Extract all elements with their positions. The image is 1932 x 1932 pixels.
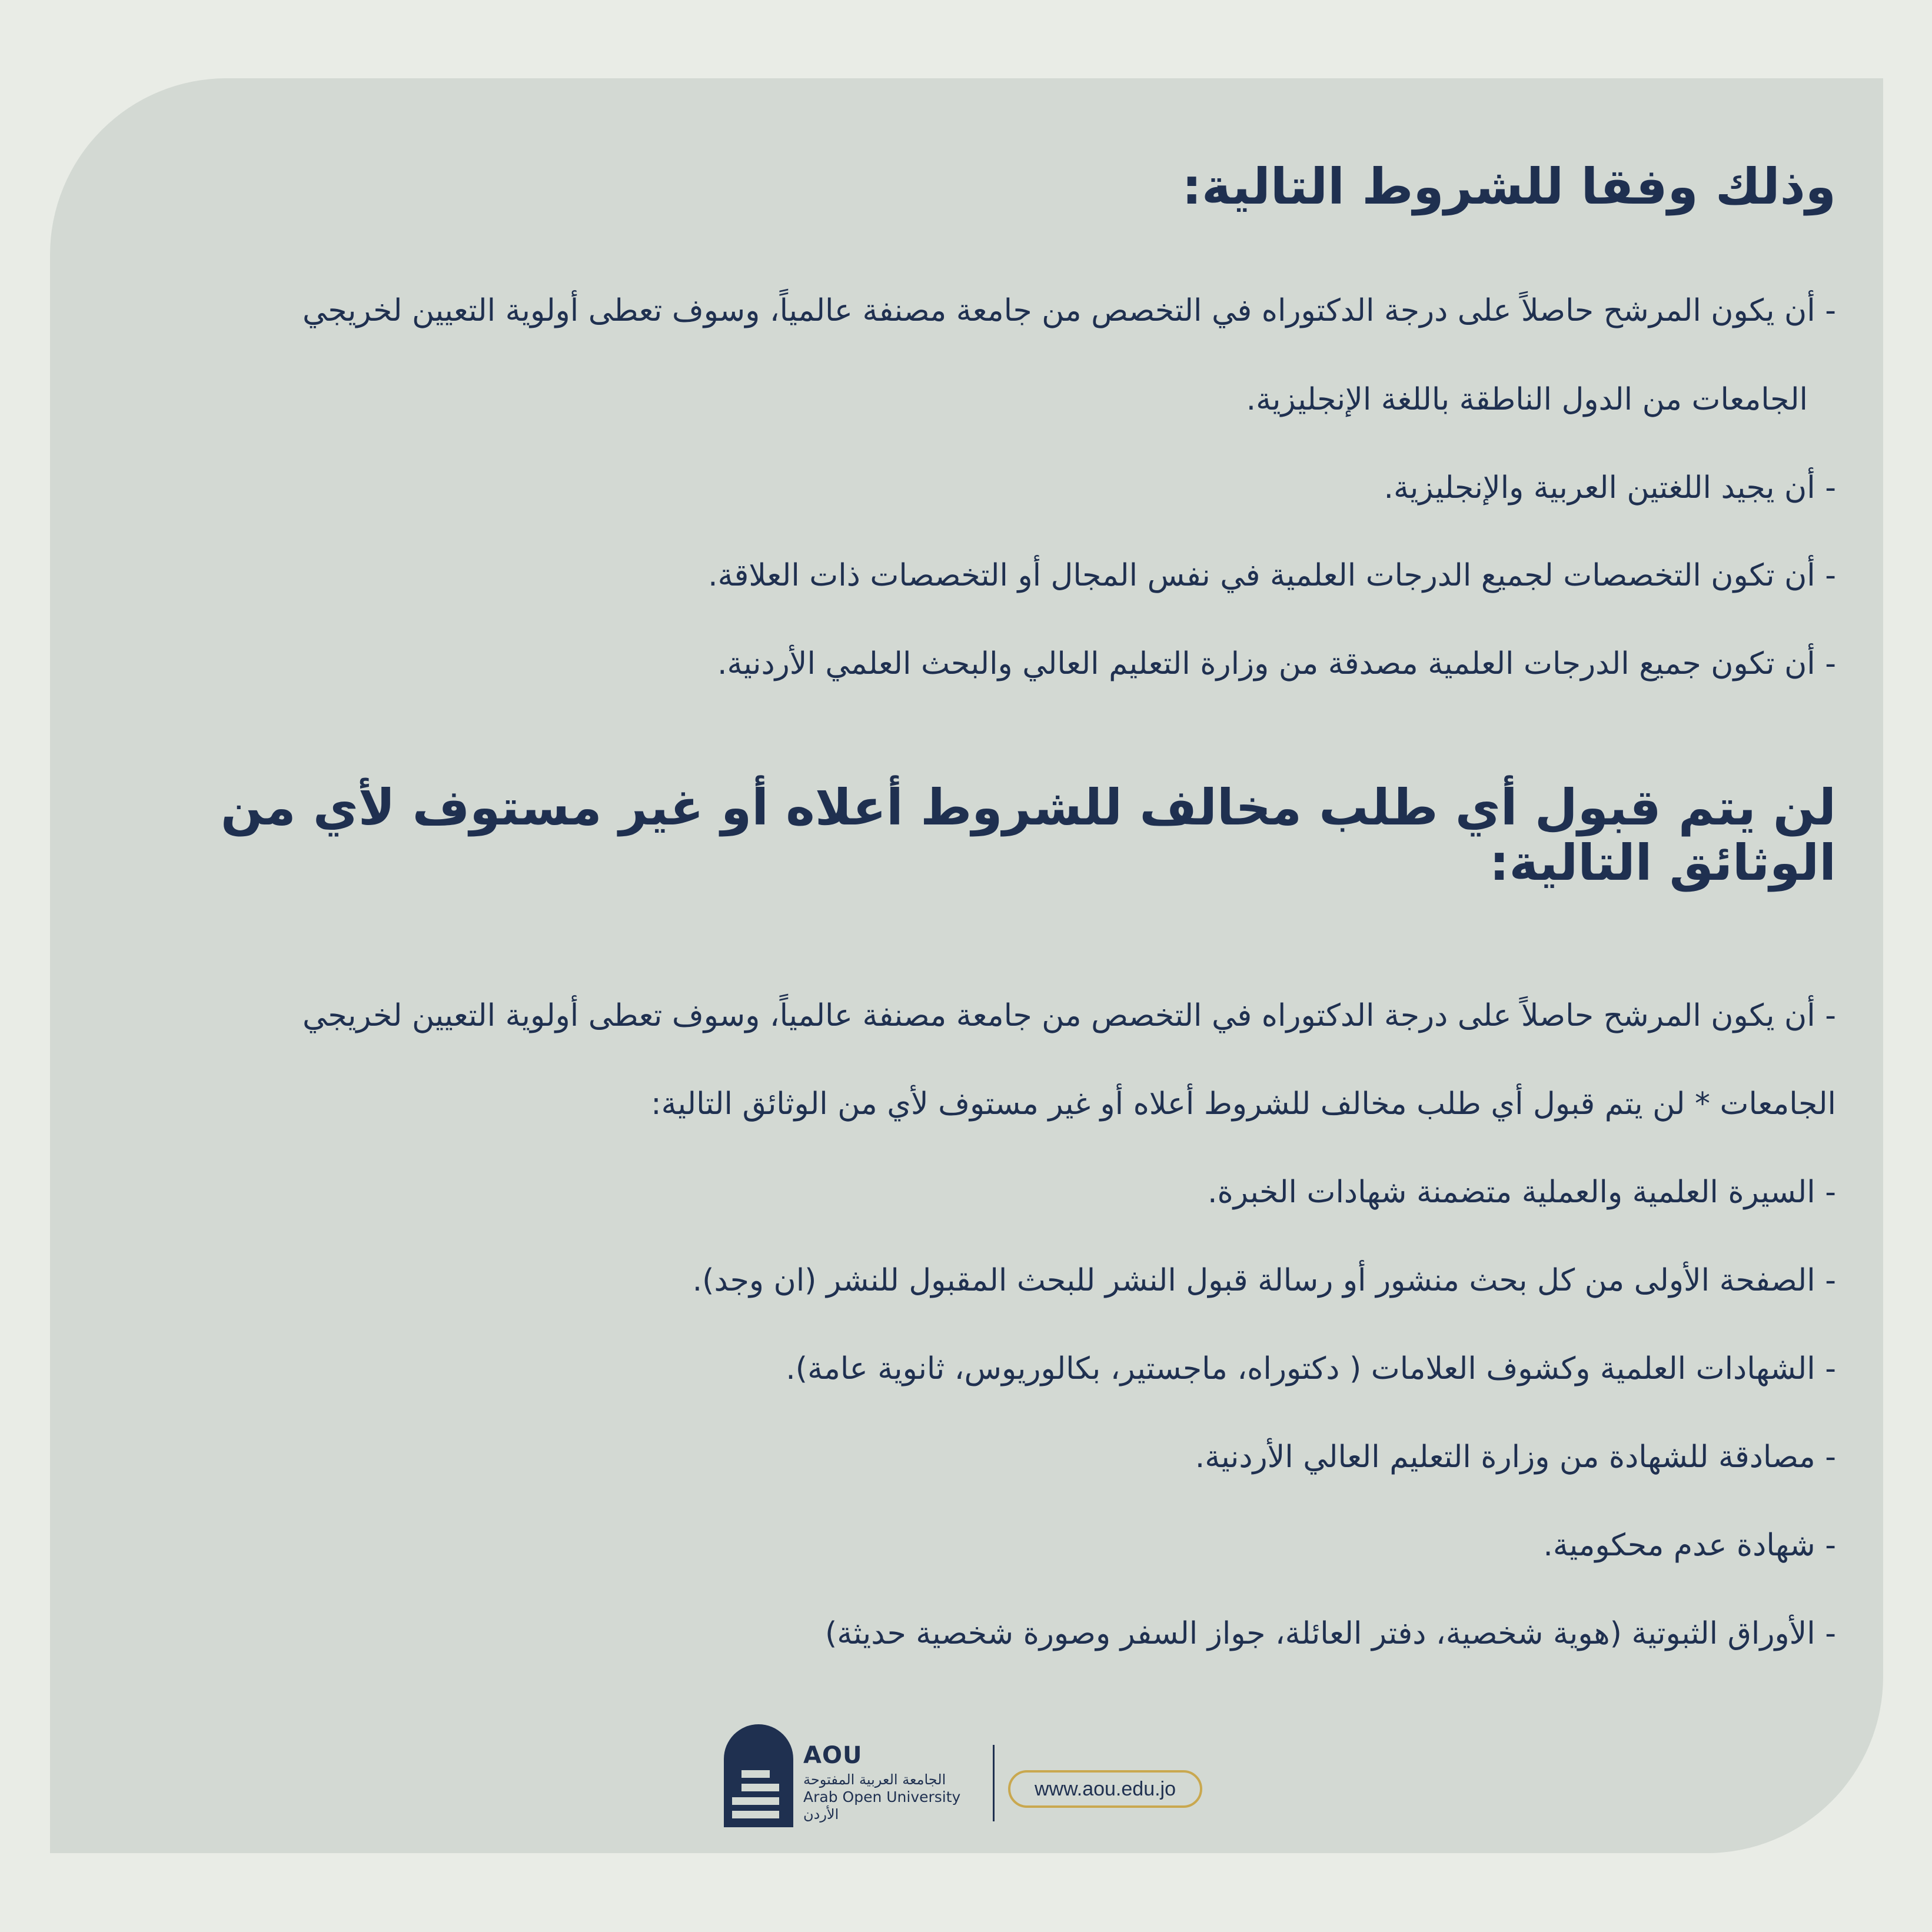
section2-heading-line2: الوثائق التالية: (1489, 834, 1836, 892)
section2-item-5: - مصادقة للشهادة من وزارة التعليم العالي الأردنية. (1195, 1439, 1836, 1475)
section1-item-1-continued: الجامعات من الدول الناطقة باللغة الإنجليزية. (1246, 382, 1808, 417)
section2-heading-line1: لن يتم قبول أي طلب مخالف للشروط أعلاه أو غير مستوف لأي من (220, 779, 1836, 836)
section2-item-1: - أن يكون المرشح حاصلاً على درجة الدكتوراه في التخصص من جامعة مصنفة عالمياً، وسوف تعطى أولوية التعيين لخريجي (302, 998, 1836, 1033)
section2-item-2: - السيرة العلمية والعملية متضمنة شهادات الخبرة. (1207, 1175, 1836, 1210)
logo-wordmark (803, 1744, 960, 1823)
logo-abbreviation: AOU (803, 1742, 863, 1769)
section2-item-6: - شهادة عدم محكومية. (1543, 1528, 1836, 1563)
section1-item-4: - أن تكون جميع الدرجات العلمية مصدقة من وزارة التعليم العالي والبحث العلمي الأردنية. (717, 646, 1836, 681)
footer (724, 1721, 1253, 1827)
university-logo-icon (724, 1724, 793, 1827)
section1-item-2: - أن يجيد اللغتين العربية والإنجليزية. (1384, 470, 1836, 506)
section2-heading (82, 780, 1836, 890)
logo-english-name: Arab Open University (803, 1788, 961, 1805)
section1-item-3: - أن تكون التخصصات لجميع الدرجات العلمية في نفس المجال أو التخصصات ذات العلاقة. (708, 558, 1836, 593)
section1-item-1: - أن يكون المرشح حاصلاً على درجة الدكتوراه في التخصص من جامعة مصنفة عالمياً، وسوف تعطى أولوية التعيين لخريجي (302, 293, 1836, 328)
content-card (50, 78, 1883, 1853)
section1-heading: وذلك وفقا للشروط التالية: (1182, 158, 1836, 215)
logo-arabic-name: الجامعة العربية المفتوحة (803, 1771, 946, 1788)
footer-divider (993, 1745, 995, 1821)
logo-country: الأردن (803, 1806, 839, 1823)
section2-item-4: - الشهادات العلمية وكشوف العلامات ( دكتوراه، ماجستير، بكالوريوس، ثانوية عامة). (786, 1351, 1836, 1386)
website-link[interactable]: www.aou.edu.jo (1008, 1770, 1202, 1808)
section2-item-1-continued: الجامعات * لن يتم قبول أي طلب مخالف للشروط أعلاه أو غير مستوف لأي من الوثائق التالية: (651, 1086, 1836, 1122)
section2-item-7: - الأوراق الثبوتية (هوية شخصية، دفتر العائلة، جواز السفر وصورة شخصية حديثة) (824, 1616, 1836, 1651)
section2-item-3: - الصفحة الأولى من كل بحث منشور أو رسالة قبول النشر للبحث المقبول للنشر (ان وجد). (692, 1263, 1836, 1298)
